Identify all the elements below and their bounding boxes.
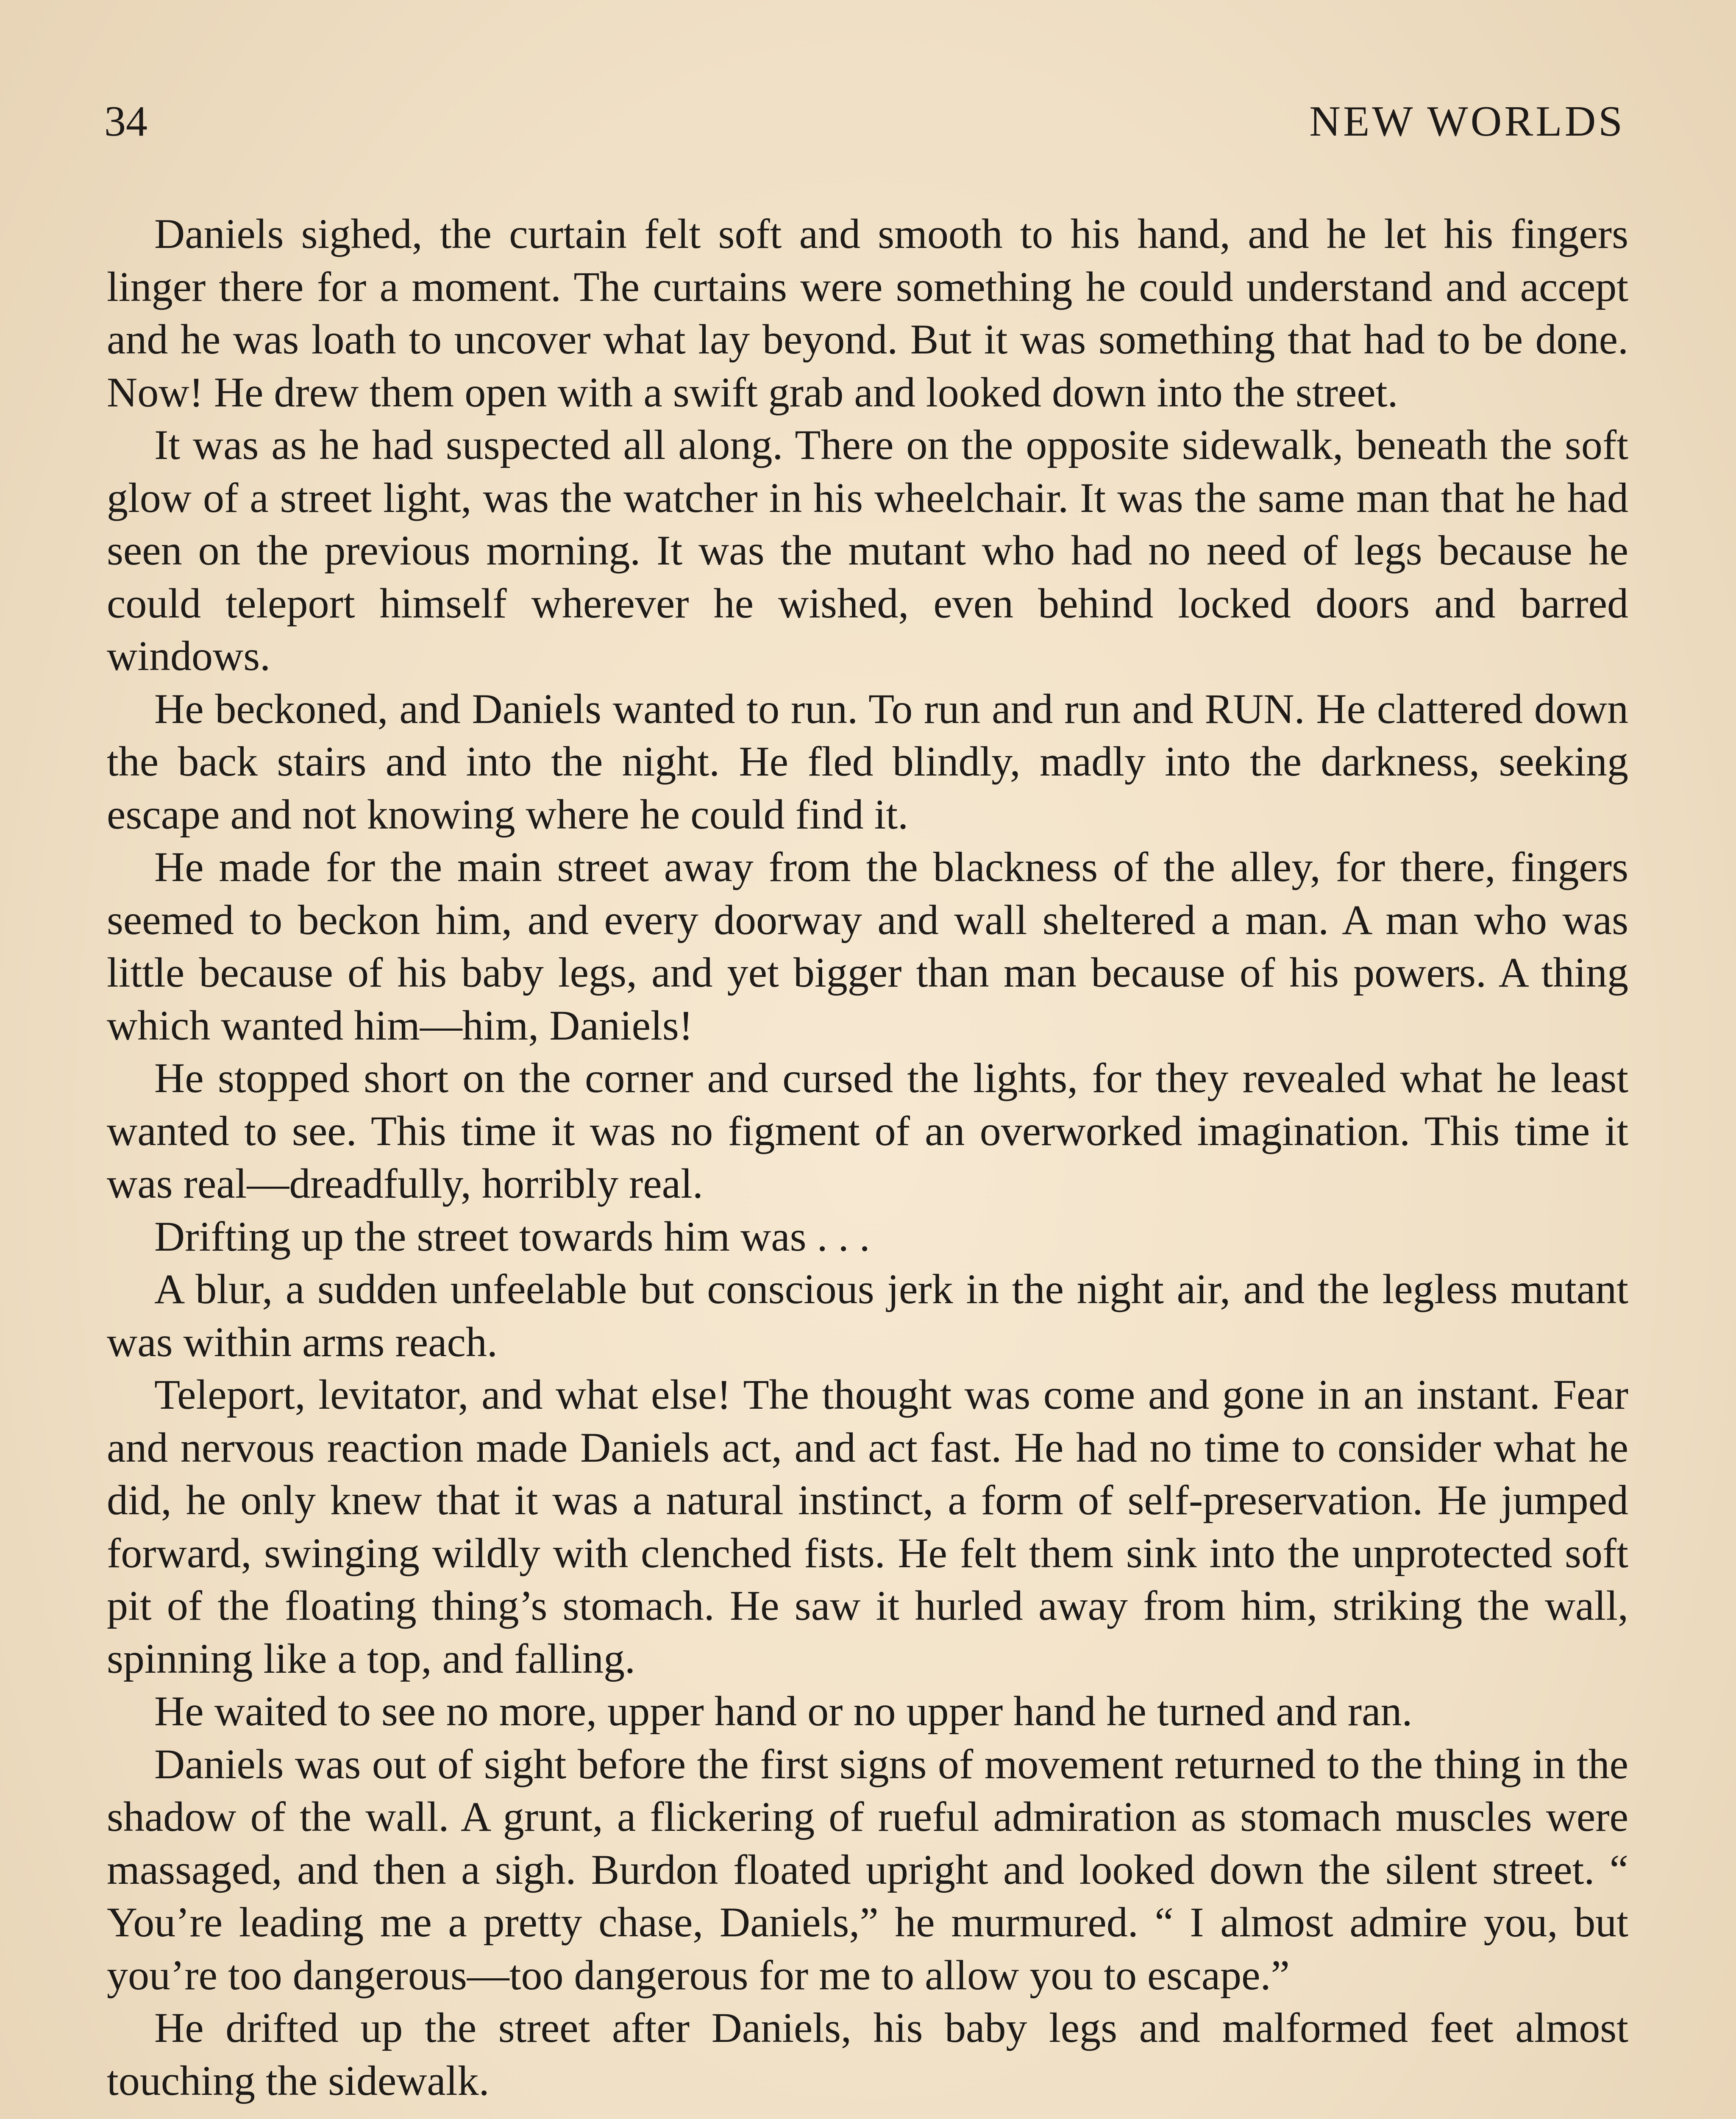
paragraph: Teleport, levitator, and what else! The thought was come and gone in an instant. Fear and nervous reaction made Daniels act, and act fast. He had no time to consider what he did, he only knew that it was a natural instinct, a form of self-preservation. He jumped forward, swinging wildly with clenched fists. He felt them sink into the unprotected soft pit of the floating thing’s stomach. He saw it hurled away from him, striking the wall, spinning like a top, and falling. bbox=[107, 1371, 1628, 1682]
paragraph: Daniels sighed, the curtain felt soft and smooth to his hand, and he let his fingers linger there for a moment. The curtains were something he could understand and accept and he was loath to uncover what lay beyond. But it was something that had to be done. Now! He drew them open with a swift grab and looked down into the street. bbox=[107, 210, 1628, 416]
paragraph: He drifted up the street after Daniels, his baby legs and malformed feet almost touching the sidewalk. bbox=[107, 2004, 1628, 2104]
paragraph: A blur, a sudden unfeelable but conscious jerk in the night air, and the legless mutant was within arms reach. bbox=[107, 1265, 1628, 1365]
paragraph: He stopped short on the corner and cursed the lights, for they revealed what he least wanted to see. This time it was no figment of an overworked imagination. This time it was real—dreadfully, horribly real. bbox=[107, 1054, 1628, 1207]
paragraph: Drifting up the street towards him was . . . bbox=[154, 1212, 870, 1260]
paragraph: Daniels was out of sight before the first signs of movement returned to the thing in the shadow of the wall. A grunt, a flickering of rueful admiration as stomach muscles were massaged, and then a sigh. Burdon floated upright and looked down the silent street. “ You’re leading me a pretty chase, Daniels,” he murmured. “ I almost admire you, but you’re too dangerous—too dangerous for me to allow you to escape.” bbox=[107, 1740, 1628, 1999]
running-title: NEW WORLDS bbox=[1309, 97, 1625, 145]
page-number: 34 bbox=[104, 97, 147, 145]
paragraph: He beckoned, and Daniels wanted to run. To run and run and RUN. He clattered down the back stairs and into the night. He fled blindly, madly into the darkness, seeking escape and not knowing where he could find it. bbox=[107, 685, 1628, 838]
paragraph: It was as he had suspected all along. There on the opposite sidewalk, beneath the soft glow of a street light, was the watcher in his wheelchair. It was the same man that he had seen on the previous morning. It was the mutant who had no need of legs because he could teleport himself wherever he wished, even behind locked doors and barred windows. bbox=[107, 421, 1628, 679]
paragraph: He made for the main street away from the blackness of the alley, for there, fingers seemed to beckon him, and every doorway and wall sheltered a man. A man who was little because of his baby legs, and yet bigger than man because of his powers. A thing which wanted him—him, Daniels! bbox=[107, 843, 1628, 1049]
paragraph: He waited to see no more, upper hand or no upper hand he turned and ran. bbox=[154, 1688, 1413, 1735]
story-text bbox=[107, 208, 1628, 2107]
